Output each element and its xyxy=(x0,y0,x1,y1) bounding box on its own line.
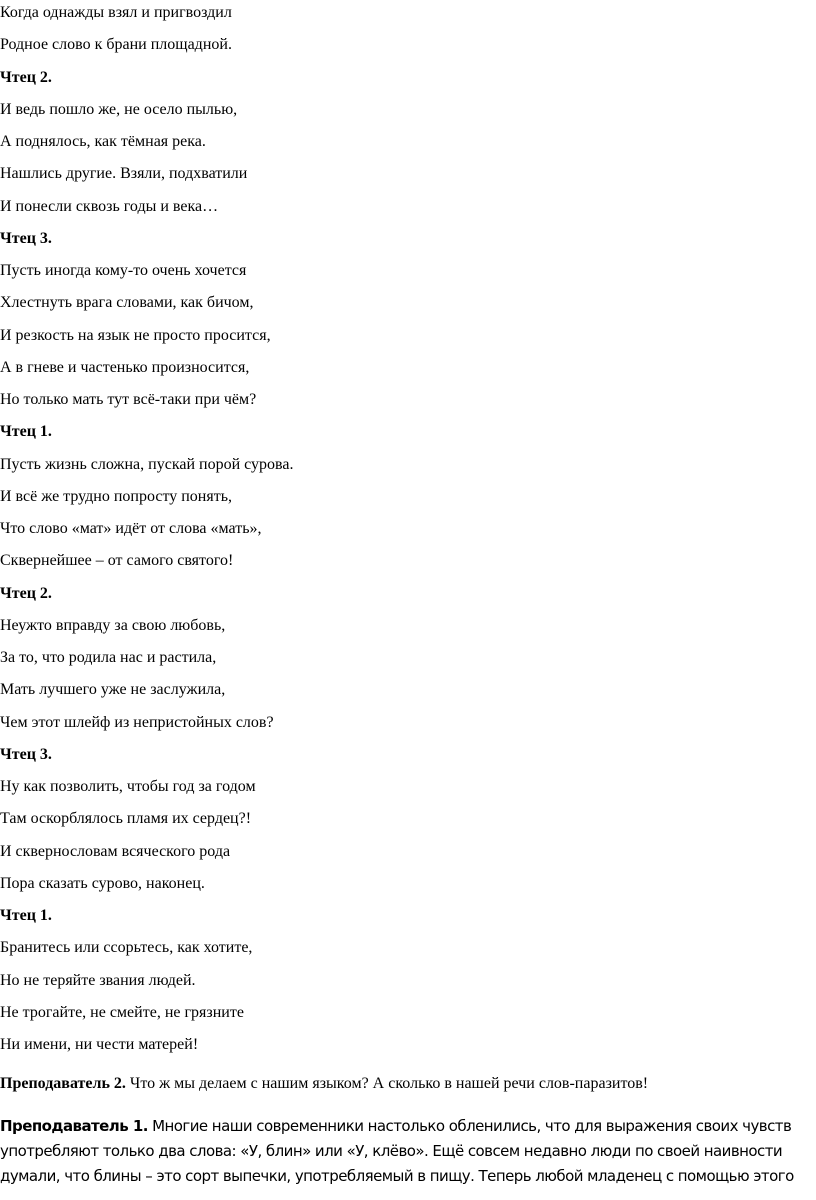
paragraph-line: думали, что блины – это сорт выпечки, употребляемый в пищу. Теперь любой младенец с помощью этого xyxy=(0,1167,794,1185)
reader-heading: Чтец 2. xyxy=(0,585,52,602)
poem-line: Хлестнуть врага словами, как бичом, xyxy=(0,294,254,311)
poem-line: А поднялось, как тёмная река. xyxy=(0,133,206,150)
poem-line: За то, что родила нас и растила, xyxy=(0,649,217,666)
reader-heading: Чтец 3. xyxy=(0,746,52,763)
paragraph-line: употребляют только два слова: «У, блин» или «У, клёво». Ещё совсем недавно люди по своей наивности xyxy=(0,1142,783,1160)
reader-heading: Чтец 1. xyxy=(0,423,52,440)
poem-line: И сквернословам всяческого рода xyxy=(0,843,231,860)
teacher-1-paragraph xyxy=(0,1114,812,1189)
poem-line: Родное слово к брани площадной. xyxy=(0,36,232,53)
reader-heading: Чтец 3. xyxy=(0,230,52,247)
poem-line: Но только мать тут всё-таки при чём? xyxy=(0,391,257,408)
poem-line: Что слово «мат» идёт от слова «мать», xyxy=(0,520,262,537)
poem-line: И ведь пошло же, не осело пылью, xyxy=(0,101,238,118)
poem-line: Бранитесь или ссорьтесь, как хотите, xyxy=(0,939,253,956)
poem-line: А в гневе и частенько произносится, xyxy=(0,359,250,376)
poem-line: Пусть жизнь сложна, пускай порой сурова. xyxy=(0,456,294,473)
poem-line: Чем этот шлейф из непристойных слов? xyxy=(0,714,274,731)
poem-line: Нашлись другие. Взяли, подхватили xyxy=(0,165,248,182)
poem-line: Там оскорблялось пламя их сердец?! xyxy=(0,810,252,827)
poem-line: Сквернейшее – от самого святого! xyxy=(0,552,234,569)
reader-heading: Чтец 2. xyxy=(0,69,52,86)
poem-line: Пора сказать сурово, наконец. xyxy=(0,875,205,892)
poem-line: Не трогайте, не смейте, не грязните xyxy=(0,1004,244,1021)
teacher-2-text: Что ж мы делаем с нашим языком? А сколько в нашей речи слов-паразитов! xyxy=(125,1075,649,1092)
paragraph-line xyxy=(0,1114,812,1139)
poem-line: И всё же трудно попросту понять, xyxy=(0,488,233,505)
poem-line: Неужто вправду за свою любовь, xyxy=(0,617,226,634)
poem-line: Но не теряйте звания людей. xyxy=(0,972,196,989)
poem-line: Мать лучшего уже не заслужила, xyxy=(0,681,226,698)
teacher-2-paragraph xyxy=(0,1074,648,1094)
poem-line: Ну как позволить, чтобы год за годом xyxy=(0,778,256,795)
teacher-1-label: Преподаватель 1. xyxy=(0,1117,148,1135)
reader-heading: Чтец 1. xyxy=(0,907,52,924)
teacher-1-text: Многие наши современники настолько обленились, что для выражения своих чувств xyxy=(147,1117,792,1135)
poem-line: Ни имени, ни чести матерей! xyxy=(0,1036,199,1053)
poem-line: И понесли сквозь годы и века… xyxy=(0,198,219,215)
teacher-2-label: Преподаватель 2. xyxy=(0,1075,126,1092)
poem-line: Когда однажды взял и пригвоздил xyxy=(0,4,232,21)
poem-line: И резкость на язык не просто просится, xyxy=(0,327,271,344)
poem-line: Пусть иногда кому-то очень хочется xyxy=(0,262,247,279)
